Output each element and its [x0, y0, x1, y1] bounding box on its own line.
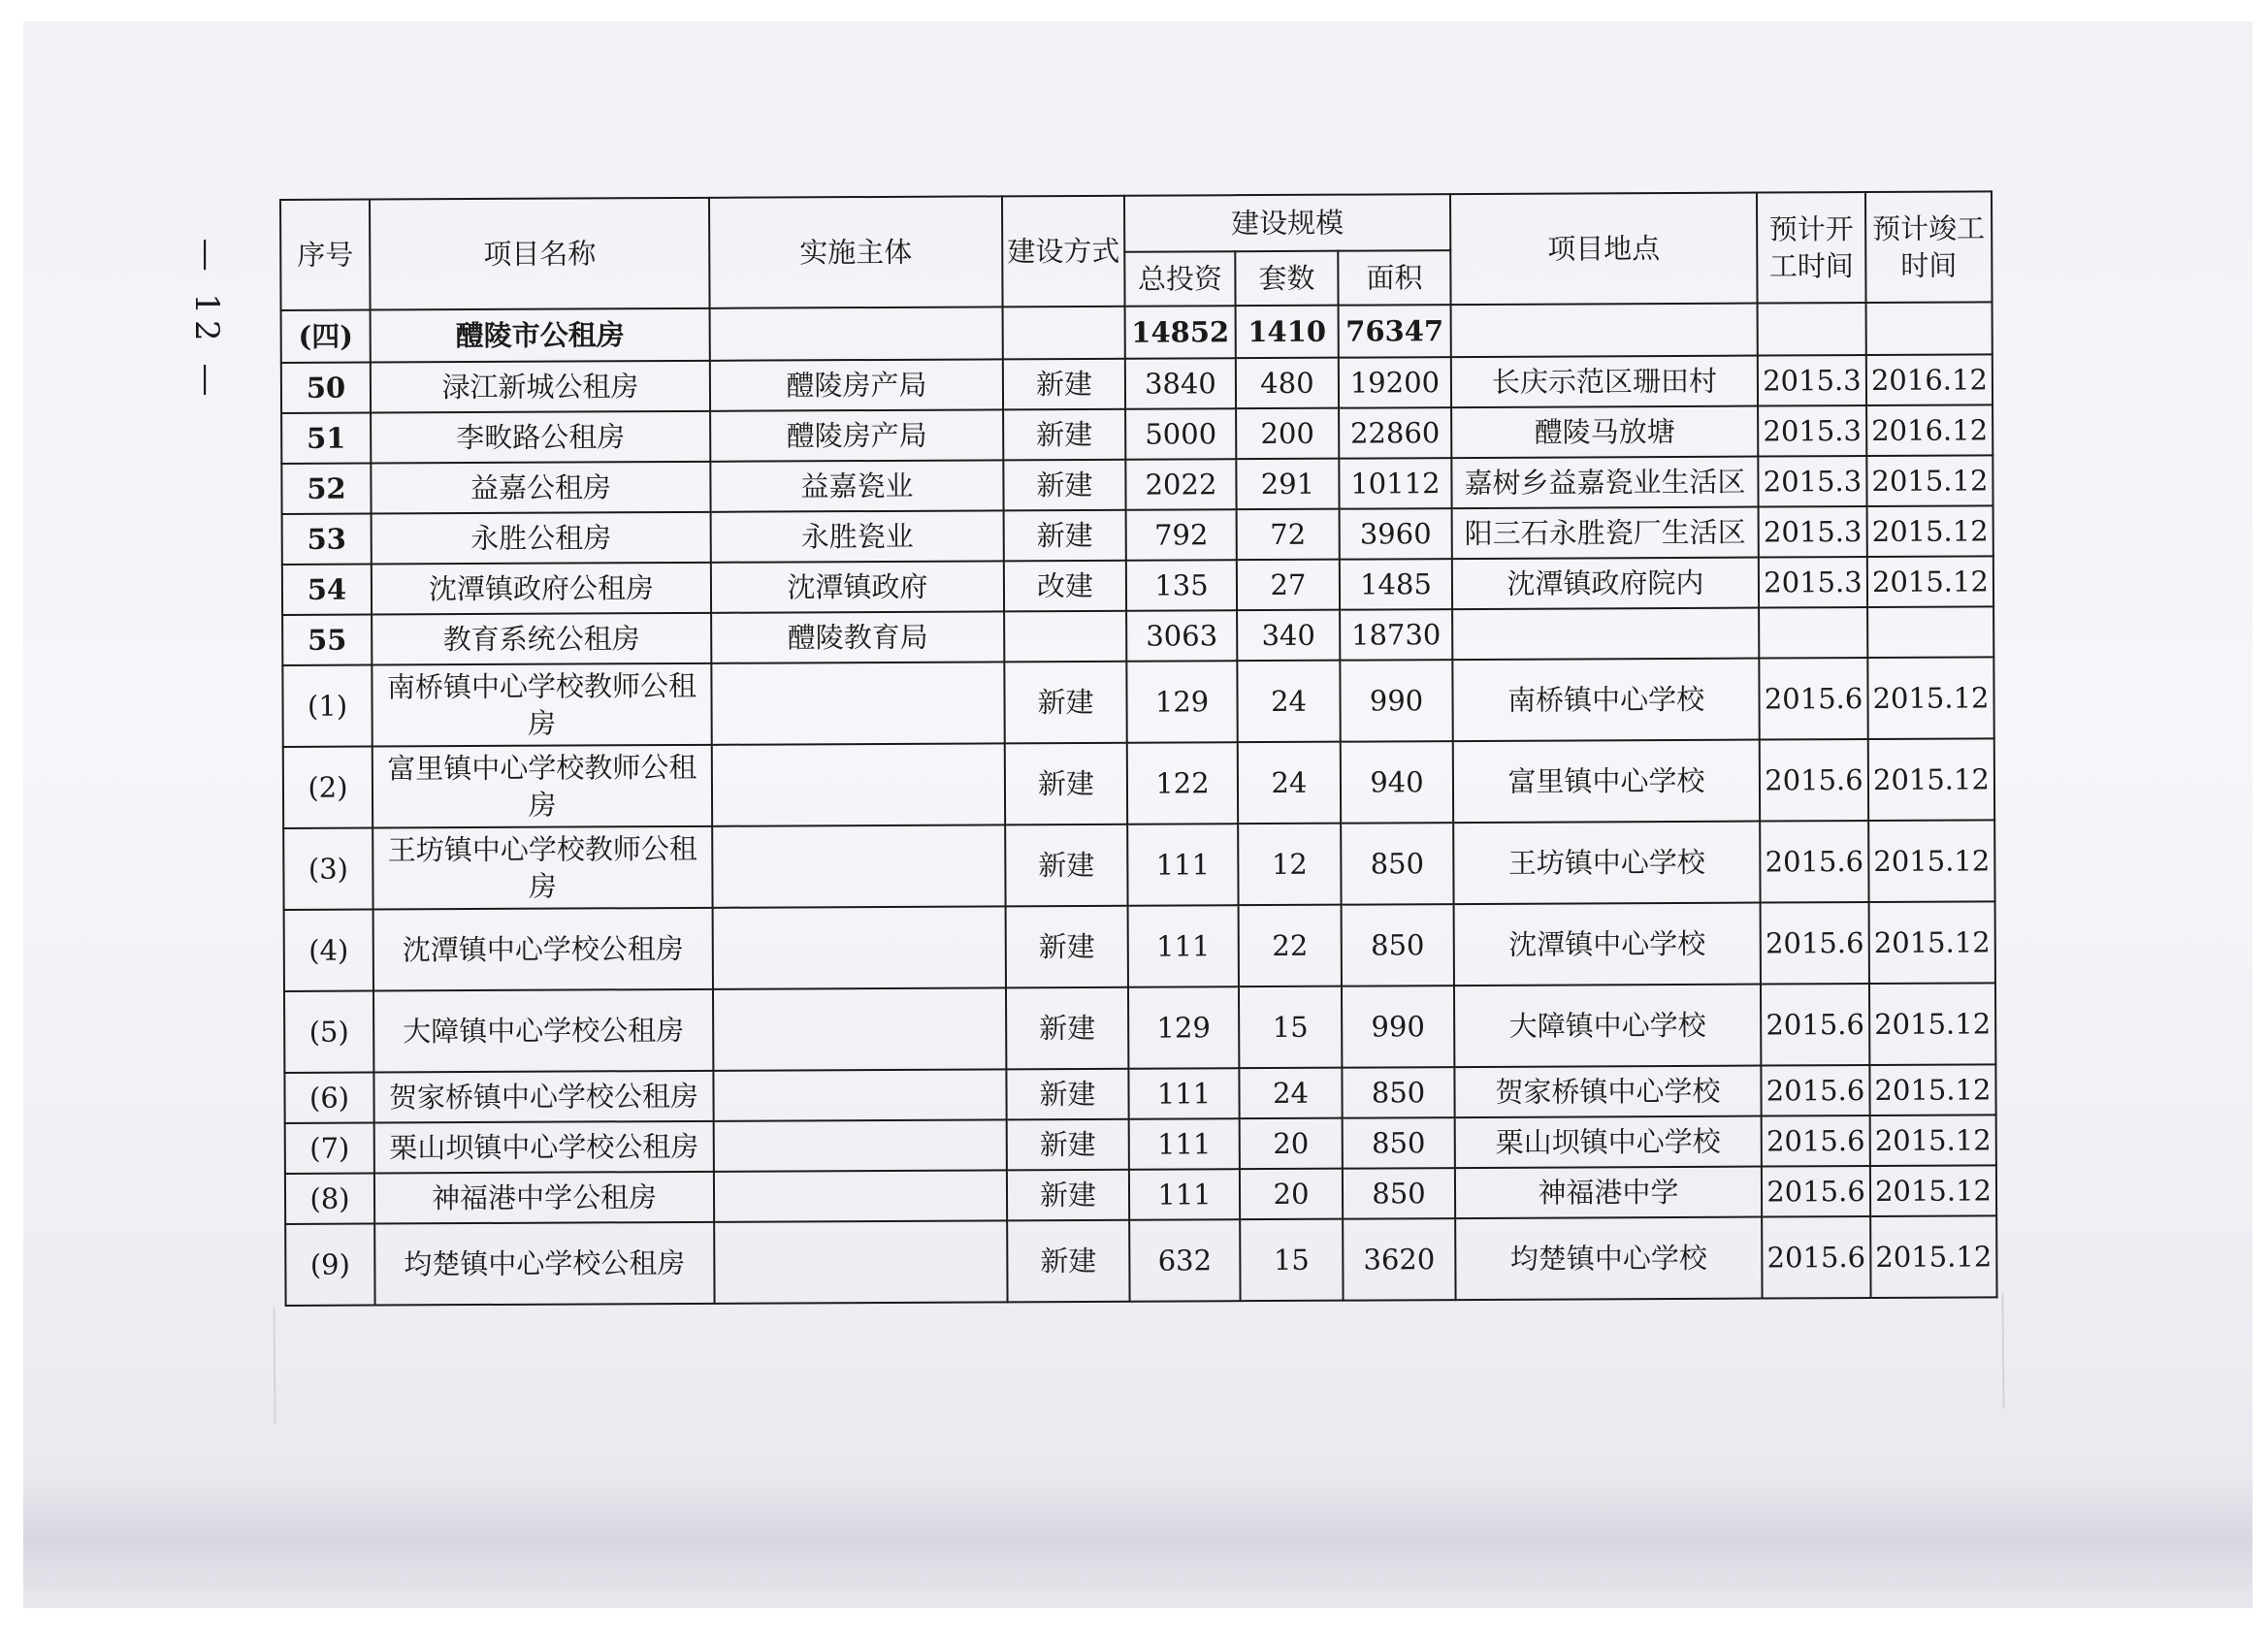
cell-location: 南桥镇中心学校: [1452, 659, 1759, 742]
cell-seq: (7): [285, 1123, 374, 1174]
cell-area: 19200: [1339, 357, 1451, 408]
cell-investment: 5000: [1125, 408, 1236, 460]
cell-name: 栗山坝镇中心学校公租房: [374, 1121, 714, 1174]
cell-area: 10112: [1339, 458, 1451, 509]
cell-units: 24: [1237, 661, 1340, 743]
cell-method: 新建: [1004, 510, 1126, 562]
header-row-1: [280, 191, 1992, 256]
cell-units: 24: [1238, 742, 1341, 824]
cell-location: 阳三石永胜瓷厂生活区: [1452, 507, 1759, 560]
cell-start: 2015.3: [1759, 506, 1867, 558]
section-start: [1758, 303, 1866, 356]
cell-location: 沈潭镇中心学校: [1454, 903, 1761, 986]
cell-units: 200: [1236, 408, 1339, 460]
cell-location: 均楚镇中心学校: [1455, 1217, 1762, 1301]
header-investment: 总投资: [1124, 251, 1235, 307]
cell-investment: 3840: [1125, 358, 1236, 409]
cell-location: 栗山坝镇中心学校: [1455, 1116, 1762, 1169]
cell-end: 2015.12: [1869, 1064, 1995, 1116]
cell-method: 新建: [1005, 743, 1127, 825]
cell-method: 新建: [1007, 1220, 1129, 1303]
cell-investment: 111: [1128, 1068, 1239, 1119]
cell-units: 20: [1240, 1169, 1343, 1220]
cell-method: 改建: [1004, 561, 1126, 612]
cell-location: 富里镇中心学校: [1453, 740, 1760, 824]
cell-end: [1867, 606, 1993, 658]
housing-project-table: [279, 190, 1997, 1307]
cell-start: 2015.6: [1761, 984, 1869, 1066]
cell-units: 72: [1237, 509, 1340, 561]
header-end: 预计竣工时间: [1865, 191, 1992, 303]
cell-seq: (8): [285, 1174, 374, 1224]
cell-location: 贺家桥镇中心学校: [1454, 1066, 1761, 1118]
cell-end: 2015.12: [1868, 738, 1994, 821]
section-area: 76347: [1339, 305, 1451, 358]
table-row: [283, 738, 1994, 828]
table-row: [284, 901, 1995, 991]
cell-investment: 122: [1127, 742, 1238, 824]
table-row: [281, 404, 1993, 464]
cell-seq: 52: [281, 464, 371, 514]
cell-area: 3960: [1340, 508, 1452, 560]
cell-name: 沈潭镇中心学校公租房: [373, 908, 713, 991]
cell-name: 富里镇中心学校教师公租房: [373, 745, 712, 828]
cell-entity: [712, 743, 1005, 825]
cell-end: 2015.12: [1866, 455, 1993, 506]
cell-seq: (1): [282, 665, 372, 747]
header-method: 建设方式: [1002, 196, 1125, 307]
cell-name: 沈潭镇政府公租房: [372, 563, 711, 615]
cell-method: 新建: [1003, 460, 1125, 511]
cell-location: 神福港中学: [1455, 1167, 1762, 1219]
cell-investment: 111: [1129, 1169, 1240, 1220]
cell-end: 2016.12: [1866, 404, 1993, 456]
table-body: [281, 302, 1997, 1306]
cell-end: 2015.12: [1867, 505, 1993, 557]
cell-seq: (9): [285, 1224, 374, 1306]
cell-location: 醴陵马放塘: [1451, 406, 1758, 459]
cell-start: 2015.6: [1760, 739, 1868, 822]
cell-area: 850: [1342, 904, 1454, 986]
cell-investment: 792: [1126, 509, 1237, 561]
cell-investment: 3063: [1126, 610, 1237, 662]
cell-end: 2016.12: [1866, 354, 1993, 405]
cell-location: 大障镇中心学校: [1454, 985, 1761, 1068]
scan-shadow-band: [23, 1474, 2252, 1591]
cell-seq: 50: [281, 363, 371, 413]
cell-start: 2015.6: [1762, 1216, 1870, 1299]
cell-entity: [714, 1119, 1007, 1171]
section-entity: [710, 307, 1003, 360]
cell-units: 340: [1237, 610, 1340, 662]
cell-seq: (3): [283, 828, 373, 910]
cell-end: 2015.12: [1870, 1115, 1996, 1166]
cell-location: [1452, 608, 1759, 661]
header-entity: 实施主体: [709, 196, 1003, 307]
cell-seq: (2): [283, 747, 373, 828]
cell-entity: [713, 1069, 1006, 1120]
cell-end: 2015.12: [1870, 1215, 1996, 1298]
cell-area: 990: [1342, 986, 1454, 1068]
cell-start: 2015.6: [1762, 1116, 1870, 1167]
cell-entity: [711, 662, 1004, 744]
cell-entity: 沈潭镇政府: [711, 561, 1004, 612]
cell-start: [1759, 607, 1867, 659]
header-seq: 序号: [280, 200, 371, 310]
table-row: [282, 657, 1993, 747]
cell-units: 480: [1236, 358, 1339, 409]
table-row: [281, 354, 1993, 413]
cell-area: 18730: [1340, 609, 1452, 661]
cell-location: 长庆示范区珊田村: [1451, 356, 1758, 408]
cell-area: 940: [1341, 741, 1453, 824]
cell-name: 贺家桥镇中心学校公租房: [373, 1071, 713, 1123]
cell-start: 2015.6: [1759, 658, 1867, 740]
cell-units: 15: [1240, 1219, 1343, 1302]
cell-area: 990: [1340, 660, 1452, 742]
cell-location: 嘉树乡益嘉瓷业生活区: [1451, 457, 1758, 509]
cell-investment: 111: [1128, 905, 1239, 987]
cell-seq: (4): [284, 910, 373, 991]
cell-entity: 益嘉瓷业: [710, 460, 1003, 511]
cell-method: 新建: [1005, 824, 1127, 907]
table-row: [281, 455, 1993, 514]
cell-entity: [713, 906, 1006, 988]
section-seq: (四): [281, 310, 371, 363]
cell-start: 2015.3: [1759, 557, 1867, 608]
cell-area: 22860: [1339, 407, 1451, 459]
cell-name: 王坊镇中心学校教师公租房: [373, 826, 712, 910]
cell-method: [1004, 611, 1126, 663]
cell-area: 850: [1341, 823, 1453, 905]
table-row: [282, 606, 1993, 665]
cell-name: 大障镇中心学校公租房: [373, 989, 713, 1073]
cell-area: 850: [1342, 1067, 1454, 1118]
cell-investment: 111: [1127, 824, 1238, 906]
cell-seq: (5): [284, 991, 373, 1073]
page-number: — 12 —: [187, 238, 226, 403]
cell-name: 渌江新城公租房: [371, 361, 710, 413]
cell-entity: [713, 987, 1006, 1070]
cell-entity: [712, 824, 1005, 907]
cell-method: 新建: [1003, 359, 1125, 410]
cell-seq: (6): [284, 1073, 373, 1123]
cell-location: 沈潭镇政府院内: [1452, 558, 1759, 610]
table-row: [285, 1115, 1996, 1174]
cell-entity: 醴陵教育局: [711, 611, 1004, 663]
header-units: 套数: [1235, 251, 1338, 307]
cell-start: 2015.6: [1762, 1166, 1870, 1217]
section-name: 醴陵市公租房: [371, 308, 710, 363]
cell-start: 2015.6: [1761, 1065, 1869, 1116]
cell-name: 益嘉公租房: [371, 462, 710, 514]
cell-method: 新建: [1003, 409, 1125, 461]
cell-investment: 111: [1129, 1118, 1240, 1170]
cell-method: 新建: [1006, 987, 1128, 1070]
cell-end: 2015.12: [1869, 983, 1995, 1065]
cell-investment: 129: [1126, 661, 1237, 743]
cell-investment: 135: [1126, 560, 1237, 611]
section-units: 1410: [1236, 306, 1339, 359]
table-row: [282, 556, 1993, 615]
cell-units: 24: [1239, 1068, 1342, 1119]
table-row: [285, 1215, 1996, 1306]
header-name: 项目名称: [370, 198, 710, 310]
section-method: [1003, 307, 1125, 360]
cell-area: 1485: [1340, 559, 1452, 610]
header-location: 项目地点: [1450, 193, 1758, 306]
cell-method: 新建: [1006, 1069, 1128, 1120]
header-scale: 建设规模: [1124, 194, 1450, 252]
cell-seq: 55: [282, 615, 372, 665]
header-start: 预计开工时间: [1757, 192, 1866, 304]
cell-entity: [714, 1170, 1007, 1221]
cell-entity: 永胜瓷业: [711, 510, 1004, 562]
cell-area: 3620: [1343, 1218, 1455, 1301]
cell-method: 新建: [1007, 1119, 1129, 1171]
section-end: [1866, 302, 1993, 355]
cell-start: 2015.6: [1760, 821, 1868, 903]
cell-end: 2015.12: [1870, 1165, 1996, 1216]
cell-method: 新建: [1006, 906, 1128, 988]
table-row: [285, 1165, 1996, 1224]
cell-name: 永胜公租房: [372, 512, 711, 565]
cell-entity: [714, 1220, 1007, 1303]
section-row: [281, 302, 1993, 363]
cell-area: 850: [1343, 1168, 1455, 1219]
cell-name: 南桥镇中心学校教师公租房: [372, 663, 711, 747]
cell-end: 2015.12: [1868, 820, 1994, 902]
cell-seq: 54: [282, 565, 372, 615]
table-row: [284, 1064, 1995, 1123]
cell-name: 教育系统公租房: [372, 613, 711, 665]
show-through-reverse-side: [274, 1292, 2005, 1424]
cell-name: 均楚镇中心学校公租房: [374, 1222, 714, 1306]
header-area: 面积: [1338, 250, 1450, 306]
cell-seq: 51: [281, 413, 371, 464]
cell-units: 27: [1237, 560, 1340, 611]
cell-name: 李畋路公租房: [371, 411, 710, 464]
cell-units: 20: [1240, 1118, 1343, 1170]
cell-end: 2015.12: [1867, 556, 1993, 607]
table-row: [282, 505, 1993, 565]
cell-investment: 2022: [1125, 459, 1236, 510]
cell-area: 850: [1343, 1117, 1455, 1169]
cell-method: 新建: [1007, 1170, 1129, 1221]
table-row: [284, 983, 1995, 1073]
cell-start: 2015.3: [1758, 355, 1866, 406]
cell-units: 22: [1239, 905, 1342, 987]
cell-units: 291: [1236, 459, 1339, 510]
cell-end: 2015.12: [1867, 657, 1993, 739]
section-location: [1451, 304, 1758, 358]
cell-investment: 632: [1129, 1219, 1240, 1302]
cell-entity: 醴陵房产局: [710, 409, 1003, 461]
cell-start: 2015.3: [1758, 405, 1866, 457]
cell-name: 神福港中学公租房: [374, 1172, 714, 1224]
cell-units: 12: [1238, 824, 1341, 906]
cell-investment: 129: [1128, 986, 1239, 1069]
cell-location: 王坊镇中心学校: [1453, 822, 1760, 905]
cell-start: 2015.6: [1761, 902, 1869, 985]
section-investment: 14852: [1125, 306, 1236, 359]
cell-units: 15: [1239, 986, 1342, 1069]
cell-seq: 53: [282, 514, 372, 565]
cell-method: 新建: [1004, 662, 1126, 744]
cell-start: 2015.3: [1758, 456, 1866, 507]
cell-end: 2015.12: [1869, 901, 1995, 984]
table-row: [283, 820, 1994, 910]
cell-entity: 醴陵房产局: [710, 359, 1003, 410]
